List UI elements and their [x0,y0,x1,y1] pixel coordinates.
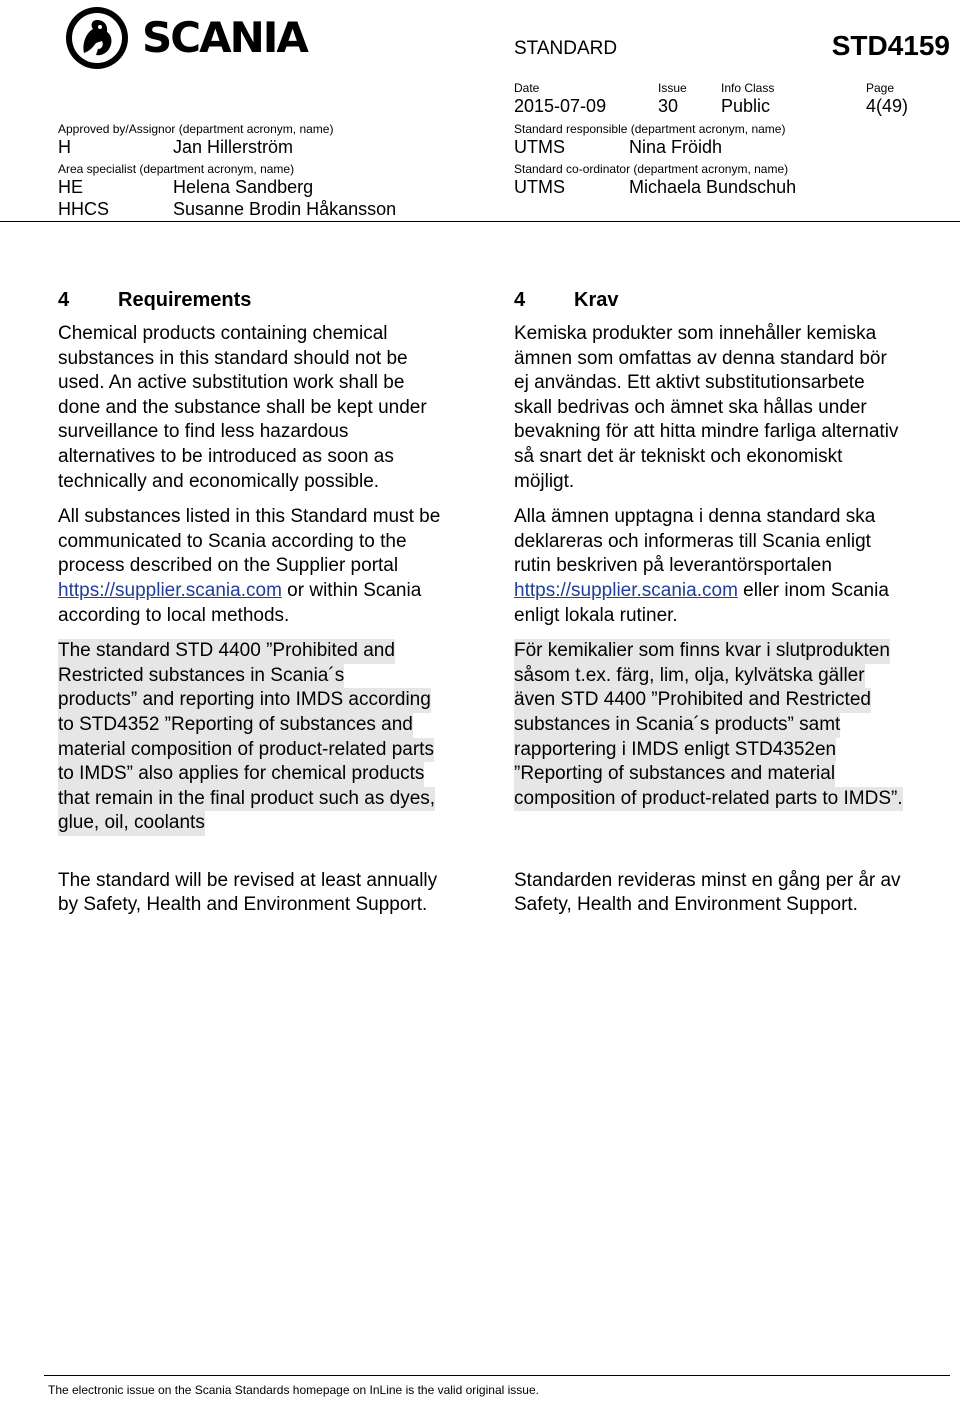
page-label: Page [866,81,895,95]
text-line: according to local methods. [58,604,290,626]
text-line: Restricted substances in Scania´s [58,664,344,689]
approved-by-name: Jan Hillerström [173,137,294,157]
header-divider [0,221,960,222]
text-fragment: eller inom Scania [737,579,889,601]
text-line: The standard STD 4400 ”Prohibited and [58,639,395,664]
paragraph-substitution [514,322,958,494]
area-specialist-dept: HHCS [58,199,110,219]
info-class-label: Info Class [721,81,775,95]
text-line: to IMDS” also applies for chemical products [58,762,424,787]
text-line: ämnen som omfattas av denna standard bör [514,347,887,369]
text-line: technically and economically possible. [58,470,380,492]
text-line: Standarden revideras minst en gång per år av [514,869,901,891]
paragraph-std4400-highlighted [58,639,498,836]
supplier-portal-link[interactable]: https://supplier.scania.com [58,579,282,601]
text-line: communicated to Scania according to the [58,530,407,552]
text-line: Alla ämnen upptagna i denna standard ska [514,506,876,528]
text-line: såsom t.ex. färg, lim, olja, kylvätska gäller [514,664,865,689]
text-line: surveillance to find less hazardous [58,421,349,443]
text-line: alternatives to be introduced as soon as [58,445,394,467]
text-line: that remain in the final product such as dyes, [58,787,435,812]
text-line [514,579,958,604]
text-line: to STD4352 ”Reporting of substances and [58,713,413,738]
text-line: glue, oil, coolants [58,811,205,836]
area-specialist-dept: HE [58,177,84,197]
date-value: 2015-07-09 [514,96,607,116]
footer-note: The electronic issue on the Scania Standards homepage on InLine is the valid original issue. [48,1383,539,1397]
text-line: bevakning för att hitta mindre farliga alternativ [514,421,899,443]
text-line: Kemiska produkter som innehåller kemiska [514,323,877,344]
section-number: 4 [58,289,70,311]
text-line: rutin beskriven på leverantörsportalen [514,555,832,577]
text-line: process described on the Supplier portal [58,555,399,577]
info-class-value: Public [721,96,771,116]
standard-responsible-dept: UTMS [514,137,565,157]
text-line: rapportering i IMDS enligt STD4352en [514,738,836,763]
text-line: enligt lokala rutiner. [514,604,678,626]
standard-responsible-name: Nina Fröidh [629,137,723,157]
text-line: så snart det är tekniskt och ekonomiskt [514,445,843,467]
page-value: 4(49) [866,96,909,116]
text-line: by Safety, Health and Environment Support. [58,894,428,916]
text-line [58,579,498,604]
date-label: Date [514,81,540,95]
text-line: All substances listed in this Standard must be [58,506,441,528]
text-line: ej användas. Ett aktivt substitutionsarbete [514,372,865,394]
document-type: STANDARD [514,38,618,59]
section-title: Requirements [118,289,252,311]
text-line: done and the substance shall be kept under [58,396,427,418]
text-line: För kemikalier som finns kvar i slutprodukten [514,639,890,664]
paragraph-revision [58,869,498,918]
english-column [58,288,498,929]
approved-by-label: Approved by/Assignor (department acronym, name) [58,122,334,136]
paragraph-communication [58,505,498,628]
text-fragment: or within Scania [281,579,422,601]
document-number: STD4159 [831,30,950,61]
text-line: även STD 4400 ”Prohibited and Restricted [514,688,871,713]
paragraph-std4400-highlighted [514,639,958,811]
area-specialist-name: Helena Sandberg [173,177,314,197]
text-line: substances in Scania´s products” samt [514,713,840,738]
approved-by-dept: H [58,137,71,157]
supplier-portal-link[interactable]: https://supplier.scania.com [514,579,738,601]
text-line: ”Reporting of substances and material [514,762,835,787]
text-line: used. An active substitution work shall be [58,372,405,394]
text-line: möjligt. [514,470,575,492]
scania-griffin-emblem [60,5,134,71]
issue-label: Issue [658,81,687,95]
section-heading [514,288,958,312]
issue-value: 30 [658,96,679,116]
footer-divider [44,1375,950,1376]
text-line: composition of product-related parts to IMDS”. [514,787,903,812]
text-line: Chemical products containing chemical [58,323,388,344]
standard-coordinator-dept: UTMS [514,177,565,197]
scania-logo-wordmark: SCANIA [142,13,307,62]
standard-responsible-label: Standard responsible (department acronym, name) [514,122,786,136]
text-line: Safety, Health and Environment Support. [514,894,858,916]
text-line: deklareras och informeras till Scania enligt [514,530,871,552]
section-title: Krav [574,289,619,311]
text-line: substances in this standard should not be [58,347,408,369]
section-number: 4 [514,289,526,311]
text-line: The standard will be revised at least annually [58,869,438,891]
swedish-column [514,288,958,929]
text-line: material composition of product-related parts [58,738,434,763]
standard-coordinator-name: Michaela Bundschuh [629,177,797,197]
paragraph-substitution [58,322,498,494]
standard-coordinator-label: Standard co-ordinator (department acronym, name) [514,162,789,176]
paragraph-revision [514,869,958,918]
area-specialist-label: Area specialist (department acronym, name) [58,162,295,176]
area-specialist-name: Susanne Brodin Håkansson [173,199,397,219]
text-line: skall bedrivas och ämnet ska hållas under [514,396,867,418]
section-heading [58,288,498,312]
text-line: products” and reporting into IMDS according [58,688,431,713]
paragraph-communication [514,505,958,628]
